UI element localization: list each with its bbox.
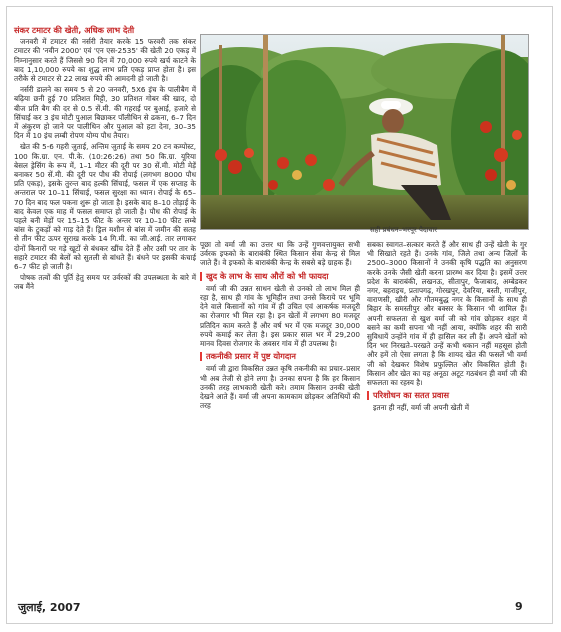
paragraph: पोषक तत्वों की पूर्ति हेतु समय पर उर्वरकों की उपलब्धता के बारे में जब मैंने [14,273,196,292]
photo-illustration [201,35,528,229]
tomato-farm-photo [200,34,529,230]
paragraph: नर्सरी डालने का समय 5 से 20 जनवरी, 5X6 इंच के पालीबैग में बढ़िया छनी हुई 70 प्रतिशत मिट्टी, 30 प्रतिशत गोबर की खाद, दो बीज प्रति बैग की दर से 0.5 सें.मी. की गहराई पर बुआई, हजारे से सिंचाई कर 3 इंच मोटी पुआल बिछाकर पॉलीथिन से ढकना, 6–7 दिन में अंकुरण हो जाने पर पालीथिन और पुआल को हटा देना, 30–35 दिन में 10 इंच लम्बी रोपण योग्य पौध तैयार। [14,85,196,141]
column-left [14,24,196,294]
paragraph: पूछा तो वर्मा जी का उत्तर था कि उन्हें गुणवत्तायुक्त सभी उर्वरक इफको के बाराबंकी स्थित किसान सेवा केन्द्र से मिल जाते हैं। वे इफको के बाराबंकी केन्द्र के सबसे बड़े ग्राहक हैं। [200,240,360,268]
section-heading-tomato: संकर टमाटर की खेती, अधिक लाभ देती [14,25,135,35]
column-middle [200,240,360,412]
paragraph: सबका स्वागत–सत्कार करते हैं और साथ ही उन्हें खेती के गुर भी सिखाते रहते हैं। उनके गांव, जिले तथा अन्य जिलों के 2500–3000 किसानों ने उनकी कृषि पद्धति का अनुसरण करके उनके जैसी खेती करना प्रारम्भ कर दिया है। इसमें उत्तर प्रदेश के बाराबंकी, लखनऊ, सीतापुर, फैजाबाद, अम्बेडकर नगर, बहराइच, प्रतापगढ़, गोरखपुर, देवरिया, बस्ती, गाजीपुर, वाराणसी, खीरी और गौतमबुद्ध नगर के किसानों के साथ ही बिहार के समस्तीपुर और बक्सर के किसान भी शामिल हैं। अपनी सफलता से खुश वर्मा जी को गांव छोड़कर शहर में बसने का कमी सपना भी नहीं आया, क्योंकि शहर की सारी सुविधायें उन्होंने गांव में ही हासिल कर ली हैं। अपने खेतों को दिन भर निरखते–परखते उन्हें कभी थकान नहीं महसूस होती और हमें तो ऐसा लगता है कि शायद खेत की फसलें भी वर्मा जी को देखकर विशेष प्रफुल्लित और विकसित होती हैं। किसान और खेत का यह अनूठा अटूट गठबंधन ही वर्मा जी की सफलता का रहस्य है। [367,240,527,388]
paragraph: जनवरी में टमाटर की नर्सरी तैयार करके 15 फरवरी तक संकर टमाटर की 'नवीन 2000' एवं 'एन एस-2535' की खेती 20 एकड़ में निम्नानुसार करते हैं जिससे 90 दिन में 70,000 रुपये खर्च काटने के बाद 1,10,000 रुपये का शुद्ध लाभ प्रति एकड़ प्राप्त होता है। इस तरीके से टमाटर से 22 लाख रुपये की आमदनी हो जाती है। [14,37,196,84]
section-heading-benefit: खुद के लाभ के साथ औरों को भी फायदा [200,272,360,281]
photo-caption: सही प्रबंधन–भरपूर पैदावार [370,226,438,234]
paragraph: इतना ही नहीं, वर्मा जी अपनी खेती में [373,403,470,413]
paragraph: वर्मा जी द्वारा विकसित उन्नत कृषि तकनीकी का प्रचार–प्रसार भी अब तेजी से होने लगा है। उनका सपना है कि हर किसान उनकी तरह लाभकारी खेती करे। तमाम किसान उनकी खेती देखने आते हैं। वर्मा जी अपना कामकाम छोड़कर अतिथियों की तरह [200,364,360,411]
section-heading-tech-spread: तकनीकी प्रसार में पुष्ट योगदान [200,352,360,361]
paragraph: खेत की 5-6 गहरी जुताई, अन्तिम जुताई के समय 20 टन कम्पोस्ट, 100 कि.ग्रा. एन. पी.के. (10:26:26) तथा 50 कि.ग्रा. यूरिया बेसल ड्रेसिंग के रूप में, 1–1 मीटर की दूरी पर 30 सें.मी. मोटी मेड़ें बनाकर 50 सें.मी. की दूरी पर पौध की रोपाई (लगभग 8000 पौध प्रति एकड़), इसके तुरन्त बाद हल्की सिंचाई, फसल में एक सप्ताह के अन्तराल पर 10–11 सिंचाई, फसल सुरक्षा का ध्यान। रोपाई के 65–70 दिन बाद फल पकना शुरू हो जाता है। इसके बाद 8–10 तोड़ाई के बाद केवल एक माह में फसल समाप्त हो जाती है। पौध की रोपाई के पहले बनी मेड़ों पर 15–15 फीट के अन्तर पर 10–10 फीट लम्बे बांस के टुकड़ों को गाड़ देते हैं। ड्रिल मशीन से बांस में जमीन की सतह से तीन फीट ऊपर सुराख करके 14 गि.मी. का जी.आई. तार लगाकर दोनों किनारों पर गड़े खूटों से बंधकर खींच देते हैं और उसी पर तार के सहारे टमाटर की बेलों को सुतली से बांधते हैं। बंधने पर इसकी कंचाई 6–7 फीट हो जाती है। [14,142,196,272]
section-heading-research: परिशोधन का सतत प्रवास [367,391,527,400]
page-number: 9 [515,600,523,613]
column-right [367,240,527,415]
issue-date: जुलाई, 2007 [18,601,81,614]
paragraph: वर्मा जी की उन्नत साधन खेती से उनको तो लाभ मिल ही रहा है, साथ ही गांव के भूमिहीन तथा उनसे किराये पर भूमि देने वाले किसानों को गांव में ही उचित एवं आकर्षक मजदूरी का रोजगार भी मिल रहा है। इन खेतों में लगभग 80 मजदूर प्रतिदिन काम करते हैं और वर्ष भर में एक मजदूर 30,000 रुपये कमाई कर लेता है। इस प्रकार साल भर में 29,200 मानव दिवस रोजगार के अवसर गांव में ही उपलब्ध है। [200,283,360,349]
